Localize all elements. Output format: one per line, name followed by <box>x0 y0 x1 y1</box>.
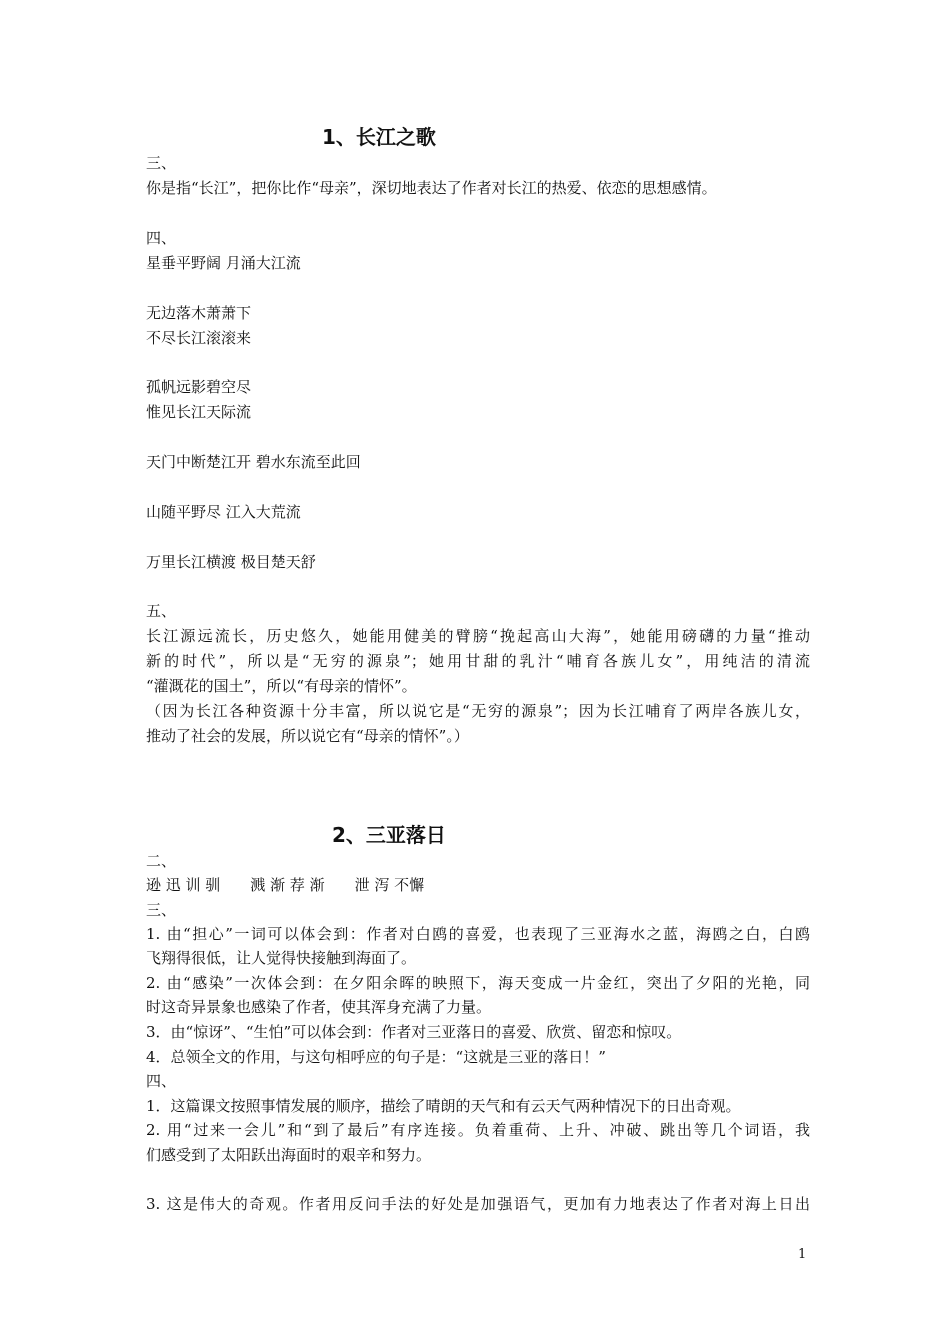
answer-text-line: 4．总领全文的作用，与这句相呼应的句子是：“这就是三亚的落日！” <box>146 1048 606 1066</box>
section-title-changjiang: 1、长江之歌 <box>322 125 436 149</box>
poem-line: 惟见长江天际流 <box>146 403 252 421</box>
question-heading-2: 二、 <box>146 852 177 870</box>
poem-line: 山随平野尽 江入大荒流 <box>146 503 301 521</box>
poem-line: 孤帆远影碧空尽 <box>146 378 252 396</box>
question-heading-3: 三、 <box>146 901 177 919</box>
answer-text-line: 2. 用“过来一会儿”和“到了最后”有序连接。负着重荷、上升、冲破、跳出等几个词语，我 <box>146 1121 810 1139</box>
answer-text-line: （因为长江各种资源十分丰富，所以说它是“无穷的源泉”；因为长江哺育了两岸各族儿女， <box>146 702 810 720</box>
answer-text: 你是指“长江”，把你比作“母亲”，深切地表达了作者对长江的热爱、依恋的思想感情。 <box>146 179 717 197</box>
poem-line: 无边落木萧萧下 <box>146 304 252 322</box>
answer-text-line: 3．由“惊讶”、“生怕”可以体会到：作者对三亚落日的喜爱、欣赏、留恋和惊叹。 <box>146 1023 682 1041</box>
answer-text-line: 时这奇异景象也感染了作者，使其浑身充满了力量。 <box>146 998 492 1016</box>
answer-text-line: 新的时代”，所以是“无穷的源泉”；她用甘甜的乳汁“哺育各族儿女”，用纯洁的清流 <box>146 652 810 670</box>
answer-text-line: 长江源远流长，历史悠久，她能用健美的臂膀“挽起高山大海”，她能用磅礴的力量“推动 <box>146 627 810 645</box>
question-heading-5: 五、 <box>146 602 177 620</box>
poem-line: 天门中断楚江开 碧水东流至此回 <box>146 453 361 471</box>
answer-text-line: 2. 由“感染”一次体会到：在夕阳余晖的映照下，海天变成一片金红，突出了夕阳的光艳，同 <box>146 974 810 992</box>
question-heading-4: 四、 <box>146 229 177 247</box>
poem-line: 万里长江横渡 极目楚天舒 <box>146 553 316 571</box>
answer-text-line: “灌溉花的国土”，所以“有母亲的情怀”。 <box>146 677 417 695</box>
answer-text-line: 1．这篇课文按照事情发展的顺序，描绘了晴朗的天气和有云天气两种情况下的日出奇观。 <box>146 1097 741 1115</box>
page-number: 1 <box>798 1247 807 1262</box>
answer-text-line: 们感受到了太阳跃出海面时的艰辛和努力。 <box>146 1146 432 1164</box>
answer-text-line: 3. 这是伟大的奇观。作者用反问手法的好处是加强语气，更加有力地表达了作者对海上日出 <box>146 1195 810 1213</box>
answer-text-line: 1. 由“担心”一词可以体会到：作者对白鸥的喜爱，也表现了三亚海水之蓝，海鸥之白，白鸥 <box>146 925 810 943</box>
question-heading-3: 三、 <box>146 154 177 172</box>
poem-line: 星垂平野阔 月涌大江流 <box>146 254 301 272</box>
question-heading-4: 四、 <box>146 1072 177 1090</box>
word-list: 逊 迅 训 驯 溅 渐 荐 渐 泄 泻 不懈 <box>146 876 425 894</box>
answer-text-line: 飞翔得很低，让人觉得快接触到海面了。 <box>146 949 417 967</box>
poem-line: 不尽长江滚滚来 <box>146 329 252 347</box>
section-title-sanya: 2、三亚落日 <box>332 823 446 847</box>
answer-text-line: 推动了社会的发展，所以说它有“母亲的情怀”。） <box>146 727 469 745</box>
